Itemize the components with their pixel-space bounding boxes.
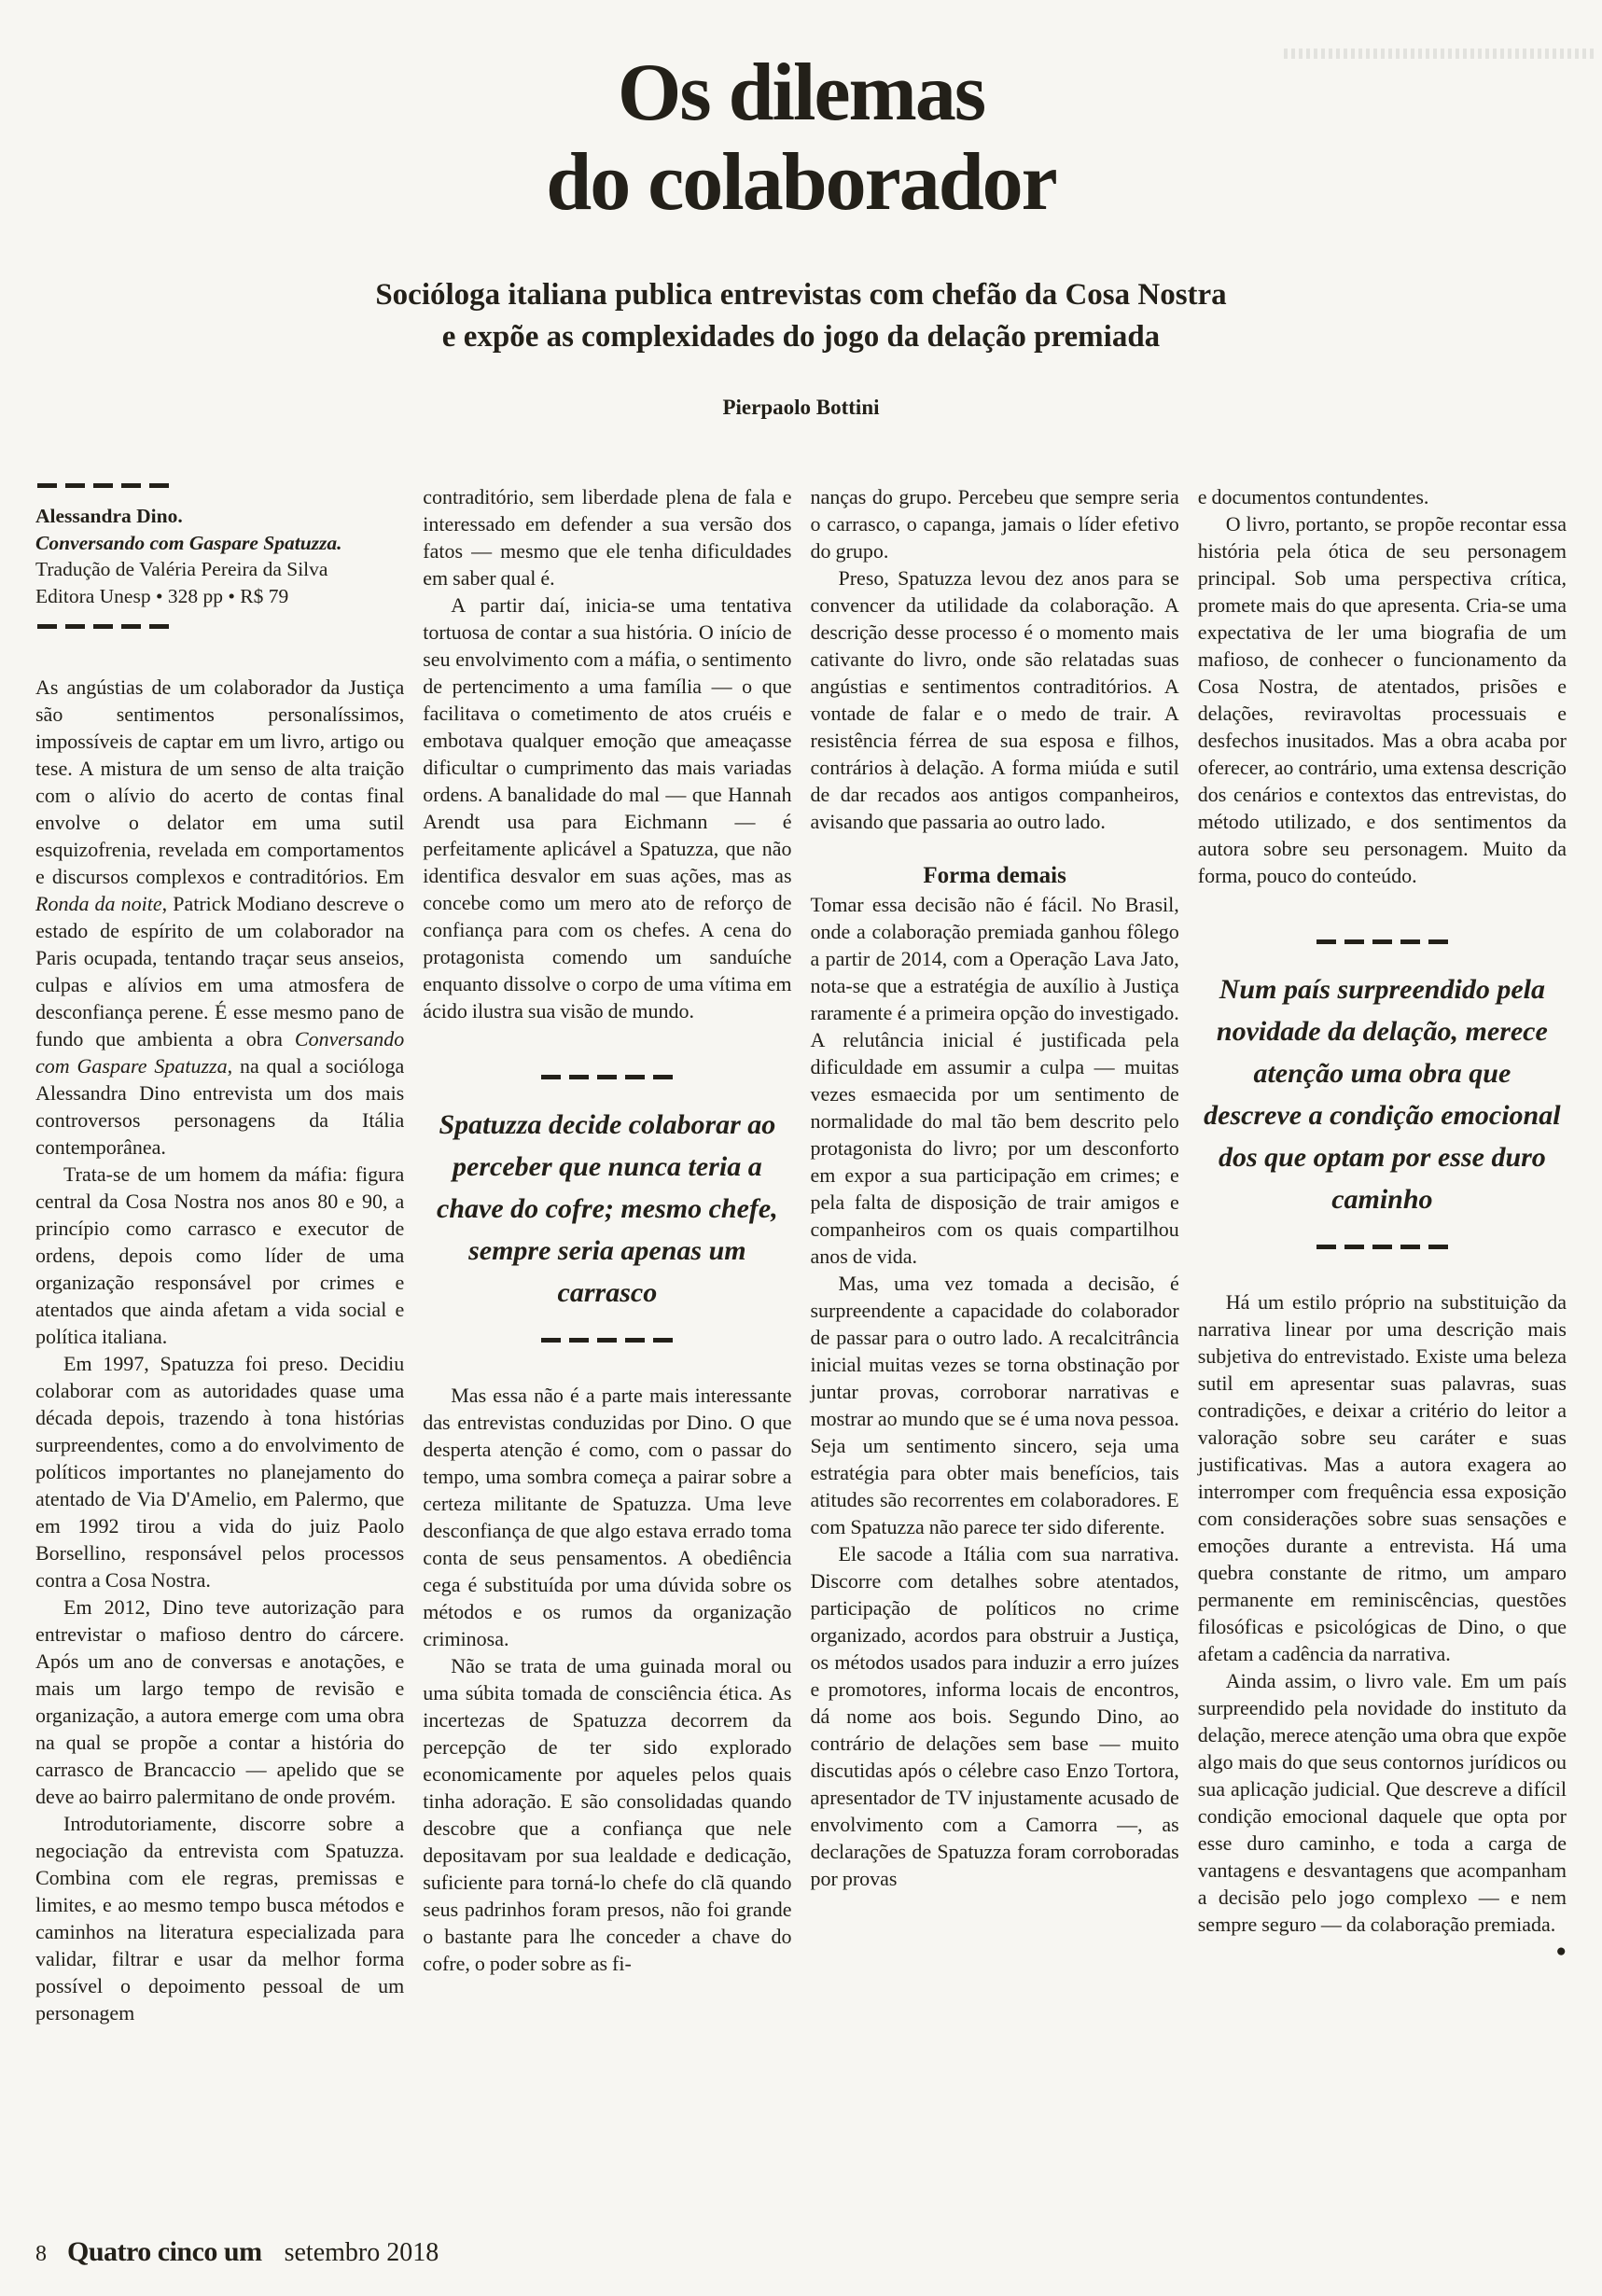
book-translation: Tradução de Valéria Pereira da Silva [35, 558, 328, 580]
book-title: Conversando com Gaspare Spatuzza. [35, 531, 342, 554]
page-footer [35, 2236, 439, 2268]
body-paragraph: contraditório, sem liberdade plena de fala e interessado em defender a sua versão dos fatos — mesmo que ele tenha dificuldades em saber qual é. [423, 485, 792, 590]
subtitle-line-2: e expõe as complexidades do jogo da delação premiada [441, 320, 1161, 354]
book-author: Alessandra Dino. [35, 505, 183, 527]
byline: Pierpaolo Bottini [722, 396, 880, 419]
body-paragraph: Ele sacode a Itália com sua narrativa. Discorre com detalhes sobre atentados, participação de políticos no crime organizado, acordos para obstruir a Justiça, os métodos usados para induzir a erro juízes e promotores, informa locais de encontros, dá nome aos bois. Segundo Dino, ao contrário de delações sem base — muito discutidas após o célebre caso Enzo Tortora, apresentador de TV injustamente acusado de envolvimento com a Camorra —, as declarações de Spatuzza foram corroboradas por provas [810, 1542, 1179, 1890]
body-paragraph: e documentos contundentes. [1197, 485, 1429, 508]
body-paragraph: As angústias de um colaborador da Justiça são sentimentos personalíssimos, impossíveis de captar em um livro, artigo ou tese. A mistura de um senso de alta traição com o alívio do acerto de contas final envolve o delator em uma sutil esquizofrenia, revelada em comportamentos e discursos complexos e contraditórios. Em Ronda da noite, Patrick Modiano descreve o estado de espírito de um colaborador na Paris ocupada, tentando traçar seus anseios, culpas e alívios em uma atmosfera de desconfiança perene. É esse mesmo pano de fundo que ambienta a obra Conversando com Gaspare Spatuzza, na qual a socióloga Alessandra Dino entrevista um dos mais controversos personagens da Itália contemporânea. [35, 675, 405, 1159]
title-line-1: Os dilemas [617, 48, 985, 138]
issue-date: setembro 2018 [284, 2238, 439, 2267]
body-paragraph: Preso, Spatuzza levou dez anos para se convencer da utilidade da colaboração. A descrição desse processo é o momento mais cativante do livro, onde são relatadas suas angústias e sentimentos contraditórios. A vontade de falar e o medo de trair. A resistência férrea de sua esposa e filhos, contrários à delação. A forma miúda e sutil de dar recados aos antigos companheiros, avisando que passaria ao outro lado. [810, 566, 1179, 833]
dashed-rule [541, 1338, 673, 1343]
dashed-rule [1316, 939, 1448, 944]
column-2 [423, 483, 791, 1977]
dashed-rule [541, 1075, 673, 1079]
book-publisher: Editora Unesp • 328 pp • R$ 79 [35, 584, 289, 607]
body-paragraph: A partir daí, inicia-se uma tentativa tortuosa de contar a sua história. O início de seu envolvimento com a máfia, o sentimento de pertencimento a uma família — o que facilitava o cometimento de atos cruéis e embotava qualquer emoção que ameaçasse dificultar o cumprimento das mais variadas ordens. A banalidade do mal — que Hannah Arendt usa para Eichmann — é perfeitamente aplicável a Spatuzza, que não identifica desvalor em suas ações, mas as concebe como um mero ato de reforço de confiança para com os chefes. A cena do protagonista comendo um sanduíche enquanto dissolve o corpo de uma vítima em ácido ilustra sua visão de mundo. [423, 593, 792, 1023]
dashed-rule [37, 624, 169, 629]
body-paragraph: Em 1997, Spatuzza foi preso. Decidiu colaborar com as autoridades quase uma década depois, trazendo à tona histórias surpreendentes, como a do envolvimento de políticos importantes no planejamento do atentado de Via D'Amelio, em Palermo, que em 1992 tirou a vida do juiz Paolo Borsellino, responsável pelos processos contra a Cosa Nostra. [35, 1352, 405, 1592]
body-paragraph: Mas, uma vez tomada a decisão, é surpreendente a capacidade do colaborador de passar para o outro lado. A recalcitrância inicial muitas vezes se torna obstinação por juntar provas, corroborar narrativas e mostrar ao mundo que se é uma nova pessoa. Seja um sentimento sincero, seja uma estratégia para obter mais benefícios, tais atitudes são recorrentes em colaboradores. E com Spatuzza não parece ter sido diferente. [810, 1272, 1179, 1538]
section-subhead: Forma demais [923, 863, 1066, 888]
article-columns [0, 483, 1602, 2026]
page-top-crop-artifact [1284, 49, 1596, 59]
column-4 [1198, 483, 1567, 1965]
body-paragraph-text: Ainda assim, o livro vale. Em um país surpreendido pela novidade do instituto da delação, merece atenção uma obra que expõe algo mais do que seus contornos jurídicos ou sua aplicação judicial. Que descreve a difícil condição emocional daquele que opta por esse duro caminho, e toda a carga de vantagens e desvantagens que acompanham a decisão pelo jogo complexo — e nem sempre seguro — da colaboração premiada. [1197, 1669, 1567, 1936]
pull-quote [1198, 939, 1567, 1249]
last-paragraph [1197, 1667, 1567, 1961]
magazine-name: Quatro cinco um [67, 2236, 262, 2267]
body-paragraph: Não se trata de uma guinada moral ou uma súbita tomada de consciência ética. As incertezas de Spatuzza decorrem da percepção de ter sido explorado economicamente por aqueles pelos quais tinha adoração. E são consolidadas quando descobre que a confiança que nele depositavam por sua lealdade e dedicação, suficiente para torná-lo chefe do clã quando seus padrinhos foram presos, não foi grande o bastante para lhe conceder a chave do cofre, o poder sobre as fi- [423, 1654, 792, 1975]
body-paragraph: Em 2012, Dino teve autorização para entrevistar o mafioso dentro do cárcere. Após um ano de conversas e anotações, e mais um largo tempo de revisão e organização, a autora emerge com uma obra na qual se propõe a contar a história do carrasco de Brancaccio — apelido que se deve ao bairro palermitano de onde provém. [35, 1595, 405, 1808]
article-end-mark: ● [1555, 1941, 1567, 1961]
subtitle-line-1: Socióloga italiana publica entrevistas com chefão da Cosa Nostra [375, 278, 1227, 312]
pull-quote [423, 1075, 791, 1343]
article-subtitle [0, 274, 1602, 358]
dashed-rule [1316, 1245, 1448, 1249]
column-1 [35, 483, 404, 2026]
body-paragraph: Trata-se de um homem da máfia: figura central da Cosa Nostra nos anos 80 e 90, a princípio como carrasco e executor de ordens, depois como líder de uma organização responsável por crimes e atentados que ainda afetam a vida social e política italiana. [35, 1162, 405, 1348]
body-paragraph: nanças do grupo. Percebeu que sempre seria o carrasco, o capanga, jamais o líder efetivo do grupo. [810, 485, 1179, 563]
body-paragraph: Tomar essa decisão não é fácil. No Brasil, onde a colaboração premiada ganhou fôlego a partir de 2014, com a Operação Lava Jato, nota-se que a estratégia de auxílio à Justiça raramente é a primeira opção do investigado. A relutância inicial é justificada pela dificuldade em assumir a culpa — muitas vezes esmaecida por um sentimento de normalidade do mal tão bem descrito pelo protagonista do livro; por um desconforto em expor a sua participação em crimes; e pela falta de disposição de trair amigos e companheiros com os quais compartilhou anos de vida. [810, 893, 1179, 1268]
page-number: 8 [35, 2242, 47, 2266]
pull-quote-text: Spatuzza decide colaborar ao perceber que nunca teria a chave do cofre; mesmo chefe, sempre seria apenas um carrasco [437, 1109, 778, 1308]
body-paragraph: O livro, portanto, se propõe recontar essa história pela ótica de seu personagem principal. Sob uma perspectiva crítica, promete mais do que apresenta. Cria-se uma expectativa de ler uma biografia de um mafioso, de conhecer o funcionamento da Cosa Nostra, de atentados, prisões e delações, reviravoltas processuais e desfechos inusitados. Mas a obra acaba por oferecer, ao contrário, uma extensa descrição dos cenários e contextos das entrevistas, do método utilizado, e dos sentimentos da autora sobre seu personagem. Muito da forma, pouco do conteúdo. [1197, 512, 1567, 887]
dashed-rule [37, 483, 169, 488]
body-paragraph: Há um estilo próprio na substituição da narrativa linear por uma descrição mais subjetiva do entrevistado. Existe uma beleza sutil em apresentar suas palavras, suas contradições, e deixar a critério do leitor a valoração sobre seu caráter e suas justificativas. Mas a autora exagera ao interromper com frequência essa exposição com considerações sobre suas sensações e emoções durante a entrevista. Há uma quebra constante de ritmo, um amparo permanente em reminiscências, questões filosóficas e psicológicas de Dino, o que afetam a cadência da narrativa. [1197, 1290, 1567, 1665]
title-line-2: do colaborador [546, 137, 1056, 228]
column-3 [811, 483, 1179, 1892]
pull-quote-text: Num país surpreendido pela novidade da delação, merece atenção uma obra que descreve a condição emocional dos que optam por esse duro caminho [1204, 974, 1561, 1215]
body-paragraph: Introdutoriamente, discorre sobre a negociação da entrevista com Spatuzza. Combina com ele regras, premissas e limites, e ao mesmo tempo busca métodos e caminhos na literatura especializada para validar, filtrar e usar da melhor forma possível o depoimento pessoal de um personagem [35, 1812, 405, 2025]
body-paragraph: Mas essa não é a parte mais interessante das entrevistas conduzidas por Dino. O que desperta atenção é como, com o passar do tempo, uma sombra começa a pairar sobre a certeza militante de Spatuzza. Uma leve desconfiança de que algo estava errado toma conta de seus pensamentos. A obediência cega é substituída por uma dúvida sobre os métodos e os rumos da organização criminosa. [423, 1384, 792, 1650]
page-title [0, 49, 1602, 228]
book-info [35, 483, 404, 629]
magazine-page [0, 49, 1602, 2296]
